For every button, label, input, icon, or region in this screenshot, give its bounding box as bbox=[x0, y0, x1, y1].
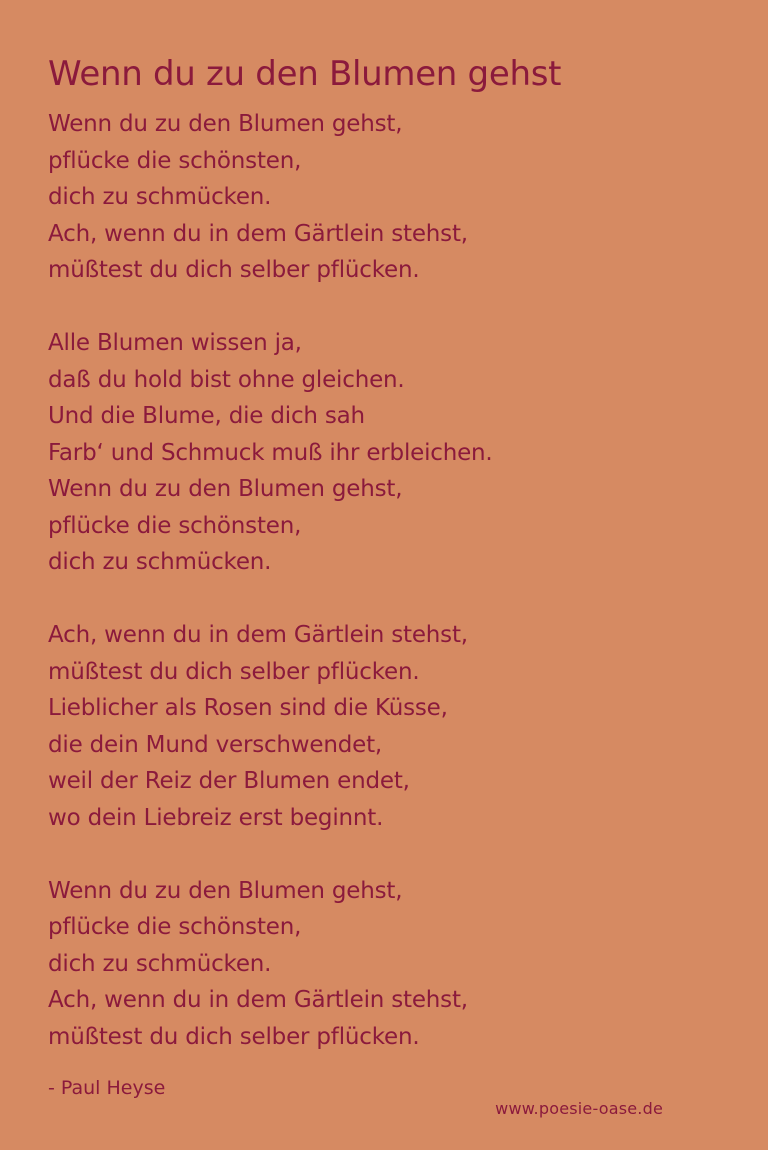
website-credit: www.poesie-oase.de bbox=[495, 1099, 663, 1118]
poem-line: dich zu schmücken. bbox=[48, 549, 272, 575]
poem-line: Farb‘ und Schmuck muß ihr erbleichen. bbox=[48, 439, 493, 466]
poem-line: müßtest du dich selber pflücken. bbox=[48, 658, 420, 685]
poem-line: die dein Mund verschwendet, bbox=[48, 731, 383, 758]
poem-line: Ach, wenn du in dem Gärtlein stehst, bbox=[48, 622, 468, 648]
poem-line: wo dein Liebreiz erst beginnt. bbox=[48, 804, 384, 831]
poem-line: pflücke die schönsten, bbox=[48, 147, 302, 174]
poem-line: Wenn du zu den Blumen gehst, bbox=[48, 476, 403, 502]
stanza-4 bbox=[48, 873, 738, 1056]
poem-author: - Paul Heyse bbox=[48, 1077, 166, 1099]
poem-line: Und die Blume, die dich sah bbox=[48, 403, 365, 429]
poem-line: daß du hold bist ohne gleichen. bbox=[48, 366, 405, 393]
poem-body bbox=[48, 106, 738, 1092]
poem-line: dich zu schmücken. bbox=[48, 950, 272, 977]
poem-title: Wenn du zu den Blumen gehst bbox=[48, 54, 562, 94]
poem-line: müßtest du dich selber pflücken. bbox=[48, 1023, 420, 1050]
poem-line: pflücke die schönsten, bbox=[48, 914, 302, 940]
poem-line: weil der Reiz der Blumen endet, bbox=[48, 768, 410, 794]
poem-line: Wenn du zu den Blumen gehst, bbox=[48, 877, 403, 904]
poem-line: pflücke die schönsten, bbox=[48, 512, 302, 539]
stanza-1 bbox=[48, 106, 738, 289]
poem-line: müßtest du dich selber pflücken. bbox=[48, 257, 420, 283]
stanza-3 bbox=[48, 617, 738, 836]
stanza-2 bbox=[48, 325, 738, 581]
poem-line: Ach, wenn du in dem Gärtlein stehst, bbox=[48, 220, 468, 247]
poem-line: dich zu schmücken. bbox=[48, 184, 272, 210]
poem-line: Lieblicher als Rosen sind die Küsse, bbox=[48, 695, 448, 721]
poem-line: Wenn du zu den Blumen gehst, bbox=[48, 111, 403, 137]
poem-line: Ach, wenn du in dem Gärtlein stehst, bbox=[48, 987, 468, 1013]
poem-line: Alle Blumen wissen ja, bbox=[48, 330, 302, 356]
